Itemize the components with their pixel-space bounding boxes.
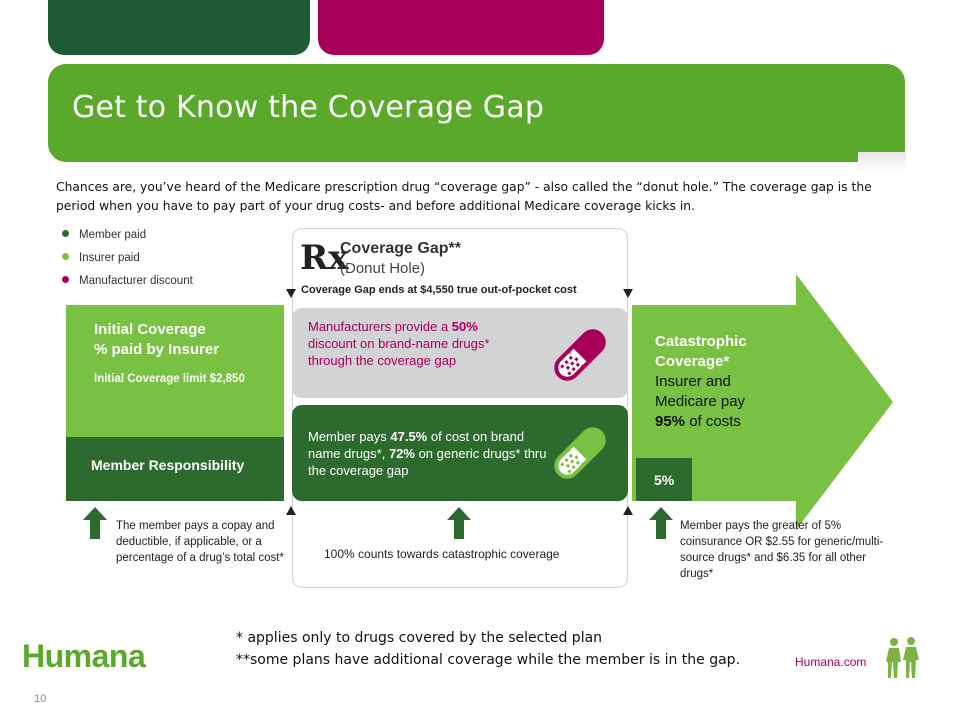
legend-label: Insurer paid (79, 252, 140, 264)
up-arrow-icon (82, 506, 108, 540)
pill-icon-green (545, 420, 615, 486)
people-icon (884, 636, 922, 680)
coverage-gap-title: Coverage Gap** (340, 240, 461, 257)
catastrophic-pct: 95% (655, 413, 686, 430)
member-pays-gap-text (308, 428, 548, 479)
catastrophic-note: Member pays the greater of 5% coinsurance OR $2.55 for generic/multi-source drugs* and $6.35 for all other drugs* (680, 520, 884, 580)
rx-icon: Rx (300, 238, 349, 278)
footnote-2: **some plans have additional coverage while the member is in the gap. (236, 652, 741, 668)
arrow-down-icon (284, 286, 298, 300)
catastrophic-pct-post: of costs (685, 413, 741, 430)
humana-site-link[interactable]: Humana.com (795, 655, 867, 669)
coverage-gap-subtitle: (Donut Hole) (340, 260, 426, 277)
pill-icon-magenta (545, 322, 615, 388)
member-responsibility-label: Member Responsibility (91, 457, 245, 473)
catastrophic-pct-line (655, 412, 815, 432)
manufacturer-discount-text (308, 318, 528, 369)
up-arrow-icon (648, 506, 674, 540)
manufacturer-text-pre: Manufacturers provide a (308, 319, 452, 334)
member-text-mid: of cost on brand name drugs*, (308, 429, 525, 461)
arrow-up-icon (284, 504, 298, 518)
intro-text: Chances are, you’ve heard of the Medicare prescription drug “coverage gap” - also called the “donut hole.” The coverage gap is the period when you have to pay part of your drug costs- and before additional Medicare coverage kicks in. (56, 180, 872, 213)
humana-logo: Humana (22, 638, 146, 674)
catastrophic-text-line2: Medicare pay (655, 393, 746, 410)
initial-coverage-title-line2: % paid by Insurer (94, 341, 220, 358)
initial-coverage-title (94, 320, 219, 360)
member-pct-brand: 47.5% (390, 429, 428, 444)
arrow-down-icon (621, 286, 635, 300)
initial-coverage-title-line1: Initial Coverage (94, 321, 206, 338)
manufacturer-text-post: discount on brand-name drugs* through the coverage gap (308, 336, 490, 368)
initial-coverage-limit: Initial Coverage limit $2,850 (94, 373, 245, 385)
member-text-pre: Member pays (308, 429, 391, 444)
member-text-post: on generic drugs* thru the coverage gap (308, 446, 547, 478)
arrow-up-icon (621, 504, 635, 518)
manufacturer-pct: 50% (451, 319, 478, 334)
catastrophic-text (655, 332, 815, 432)
legend-label: Manufacturer discount (79, 275, 193, 287)
catastrophic-member-pct: 5% (654, 472, 675, 488)
footnote-1: * applies only to drugs covered by the selected plan (236, 630, 603, 646)
counts-towards-note: 100% counts towards catastrophic coverage (324, 547, 560, 561)
up-arrow-icon (446, 506, 472, 540)
page-number: 10 (34, 693, 47, 705)
catastrophic-text-line1: Insurer and (655, 373, 731, 390)
member-pct-generic: 72% (388, 446, 415, 461)
catastrophic-title-line2: Coverage* (655, 353, 730, 370)
page-title: Get to Know the Coverage Gap (72, 90, 545, 125)
legend-label: Member paid (79, 229, 147, 241)
coverage-gap-ends-text: Coverage Gap ends at $4,550 true out-of-pocket cost (301, 284, 577, 296)
catastrophic-title-line1: Catastrophic (655, 333, 747, 350)
initial-coverage-note: The member pays a copay and deductible, if applicable, or a percentage of a drug’s total cost* (116, 520, 284, 564)
